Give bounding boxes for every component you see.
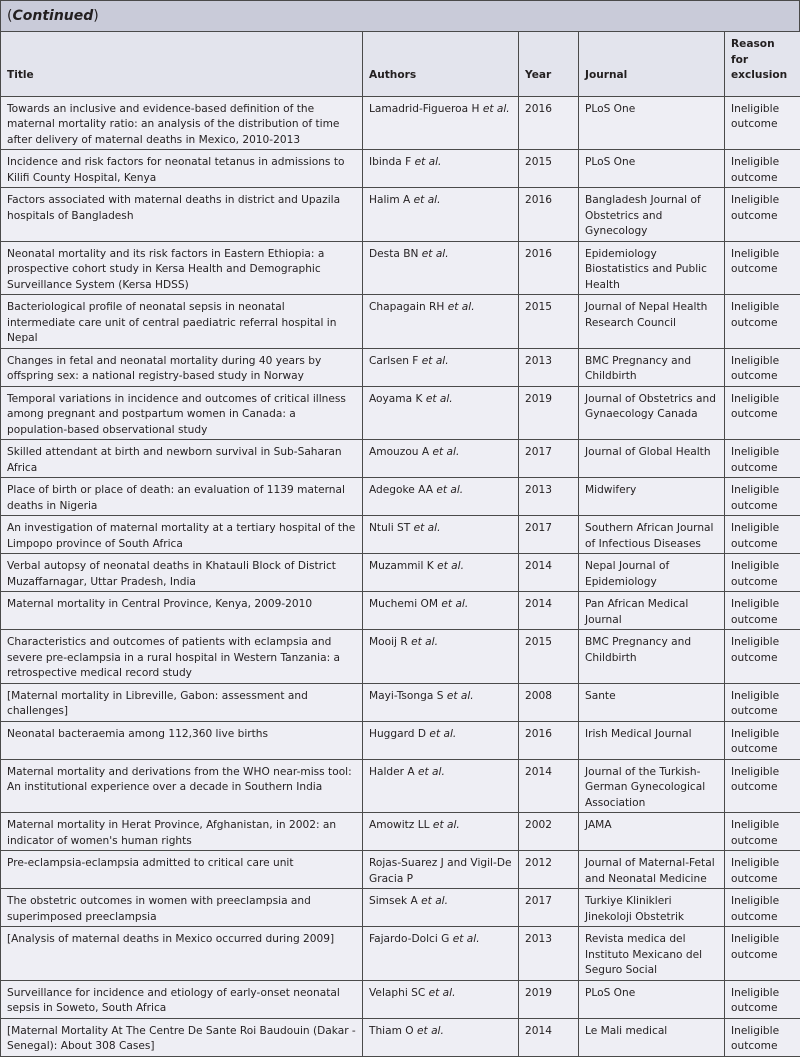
cell-authors [363, 889, 519, 927]
cell-year [519, 241, 579, 295]
cell-title [1, 516, 363, 554]
cell-text: Ineligible outcome [731, 728, 779, 756]
cell-title [1, 721, 363, 759]
et-al: et al. [426, 393, 453, 405]
cell-reason [725, 188, 800, 242]
cell-journal [579, 96, 725, 150]
cell-text: Adegoke AA [369, 484, 433, 496]
cell-text: Ineligible outcome [731, 895, 779, 923]
cell-text: 2008 [525, 690, 552, 702]
cell-text: Lamadrid-Figueroa H [369, 103, 479, 115]
table-row [1, 592, 800, 630]
cell-reason [725, 440, 800, 478]
cell-journal [579, 478, 725, 516]
cell-reason [725, 759, 800, 813]
cell-text: Velaphi SC [369, 987, 425, 999]
cell-reason [725, 813, 800, 851]
cell-text: Ineligible outcome [731, 446, 779, 474]
cell-text: Place of birth or place of death: an evaluation of 1139 maternal deaths in Nigeria [7, 484, 345, 512]
cell-reason [725, 851, 800, 889]
cell-text: Nepal Journal of Epidemiology [585, 560, 669, 588]
cell-text: Ineligible outcome [731, 1025, 779, 1053]
cell-text: Journal of Obstetrics and Gynaecology Canada [585, 393, 716, 421]
cell-text: 2014 [525, 766, 552, 778]
et-al: et al. [433, 819, 460, 831]
cell-journal [579, 348, 725, 386]
cell-text: PLoS One [585, 156, 635, 168]
et-al: et al. [433, 446, 460, 458]
cell-text: Ineligible outcome [731, 690, 779, 718]
table-row [1, 851, 800, 889]
cell-text: Journal of Maternal-Fetal and Neonatal Medicine [585, 857, 715, 885]
cell-text: Bangladesh Journal of Obstetrics and Gynecology [585, 194, 701, 237]
et-al: et al. [437, 560, 464, 572]
continued-label: Continued [12, 8, 93, 24]
table-row [1, 478, 800, 516]
cell-title [1, 1018, 363, 1056]
cell-authors [363, 188, 519, 242]
cell-authors [363, 516, 519, 554]
cell-text: Temporal variations in incidence and outcomes of critical illness among pregnant and postpartum women in Canada: a population-based observational study [7, 393, 346, 436]
cell-text: 2014 [525, 560, 552, 572]
cell-journal [579, 592, 725, 630]
cell-reason [725, 630, 800, 684]
cell-title [1, 889, 363, 927]
cell-year [519, 683, 579, 721]
cell-authors [363, 150, 519, 188]
table-row [1, 516, 800, 554]
cell-text: Characteristics and outcomes of patients with eclampsia and severe pre-eclampsia in a rural hospital in Western Tanzania: a retrospective medical record study [7, 636, 340, 679]
cell-authors [363, 592, 519, 630]
table-row [1, 554, 800, 592]
cell-text: Irish Medical Journal [585, 728, 692, 740]
cell-journal [579, 851, 725, 889]
et-al: et al. [414, 194, 441, 206]
cell-title [1, 241, 363, 295]
cell-text: Midwifery [585, 484, 636, 496]
cell-text: PLoS One [585, 103, 635, 115]
et-al: et al. [429, 987, 456, 999]
cell-text: Ineligible outcome [731, 484, 779, 512]
cell-authors [363, 927, 519, 981]
table-row [1, 150, 800, 188]
cell-text: Le Mali medical [585, 1025, 667, 1037]
cell-title [1, 759, 363, 813]
cell-text: Journal of Global Health [585, 446, 711, 458]
table-row [1, 295, 800, 349]
cell-text: Ineligible outcome [731, 301, 779, 329]
header-row [1, 32, 800, 97]
cell-text: 2015 [525, 636, 552, 648]
cell-text: Revista medica del Instituto Mexicano del Seguro Social [585, 933, 702, 976]
cell-year [519, 295, 579, 349]
table-row [1, 241, 800, 295]
table-row [1, 889, 800, 927]
cell-journal [579, 980, 725, 1018]
cell-title [1, 592, 363, 630]
cell-text: Turkiye Klinikleri Jinekoloji Obstetrik [585, 895, 684, 923]
table-row [1, 759, 800, 813]
cell-journal [579, 516, 725, 554]
cell-text: Ineligible outcome [731, 766, 779, 794]
table-row [1, 188, 800, 242]
banner-close-paren: ) [93, 8, 98, 24]
cell-text: Ineligible outcome [731, 194, 779, 222]
cell-year [519, 851, 579, 889]
cell-year [519, 592, 579, 630]
cell-text: Surveillance for incidence and etiology of early-onset neonatal sepsis in Soweto, South Africa [7, 987, 340, 1015]
continued-banner [0, 0, 800, 31]
cell-text: Simsek A [369, 895, 418, 907]
cell-text: Incidence and risk factors for neonatal tetanus in admissions to Kilifi County Hospital, Kenya [7, 156, 344, 184]
cell-text: Muchemi OM [369, 598, 438, 610]
cell-journal [579, 150, 725, 188]
table-row [1, 348, 800, 386]
cell-text: Epidemiology Biostatistics and Public Health [585, 248, 707, 291]
cell-text: Ineligible outcome [731, 819, 779, 847]
cell-text: Pan African Medical Journal [585, 598, 688, 626]
et-al: et al. [421, 895, 448, 907]
table-row [1, 440, 800, 478]
cell-text: Ineligible outcome [731, 857, 779, 885]
cell-journal [579, 813, 725, 851]
cell-authors [363, 1018, 519, 1056]
cell-text: Desta BN [369, 248, 418, 260]
cell-text: Maternal mortality in Central Province, Kenya, 2009-2010 [7, 598, 312, 610]
cell-text: Ntuli ST [369, 522, 410, 534]
cell-text: Thiam O [369, 1025, 414, 1037]
cell-title [1, 980, 363, 1018]
cell-journal [579, 759, 725, 813]
cell-text: Aoyama K [369, 393, 422, 405]
cell-text: Ineligible outcome [731, 598, 779, 626]
cell-reason [725, 150, 800, 188]
cell-year [519, 554, 579, 592]
cell-title [1, 348, 363, 386]
et-al: et al. [447, 690, 474, 702]
et-al: et al. [453, 933, 480, 945]
cell-year [519, 813, 579, 851]
cell-text: Huggard D [369, 728, 426, 740]
table-row [1, 980, 800, 1018]
cell-year [519, 927, 579, 981]
cell-text: Chapagain RH [369, 301, 444, 313]
cell-year [519, 759, 579, 813]
cell-authors [363, 813, 519, 851]
cell-authors [363, 721, 519, 759]
banner-open-paren: ( [7, 8, 12, 24]
cell-authors [363, 630, 519, 684]
table-row [1, 813, 800, 851]
cell-reason [725, 554, 800, 592]
cell-journal [579, 683, 725, 721]
cell-text: PLoS One [585, 987, 635, 999]
cell-journal [579, 241, 725, 295]
cell-text: An investigation of maternal mortality at a tertiary hospital of the Limpopo province of South Africa [7, 522, 355, 550]
col-header-year: Year [519, 32, 579, 97]
table-row [1, 96, 800, 150]
cell-authors [363, 683, 519, 721]
cell-title [1, 630, 363, 684]
cell-text: Maternal mortality in Herat Province, Afghanistan, in 2002: an indicator of women's human rights [7, 819, 336, 847]
cell-text: 2019 [525, 987, 552, 999]
cell-journal [579, 721, 725, 759]
cell-text: 2016 [525, 728, 552, 740]
cell-authors [363, 96, 519, 150]
cell-text: Skilled attendant at birth and newborn survival in Sub-Saharan Africa [7, 446, 342, 474]
cell-text: Carlsen F [369, 355, 418, 367]
cell-journal [579, 386, 725, 440]
cell-text: Amowitz LL [369, 819, 430, 831]
cell-reason [725, 386, 800, 440]
cell-title [1, 813, 363, 851]
cell-text: 2014 [525, 598, 552, 610]
cell-text: 2016 [525, 248, 552, 260]
cell-reason [725, 980, 800, 1018]
cell-text: Mooij R [369, 636, 408, 648]
cell-authors [363, 759, 519, 813]
cell-text: Ineligible outcome [731, 156, 779, 184]
cell-reason [725, 1018, 800, 1056]
cell-text: 2017 [525, 895, 552, 907]
cell-year [519, 721, 579, 759]
cell-authors [363, 348, 519, 386]
cell-journal [579, 889, 725, 927]
cell-text: Ineligible outcome [731, 636, 779, 664]
cell-text: Halim A [369, 194, 410, 206]
cell-reason [725, 516, 800, 554]
cell-year [519, 1018, 579, 1056]
cell-text: 2017 [525, 522, 552, 534]
cell-title [1, 295, 363, 349]
cell-authors [363, 851, 519, 889]
cell-text: 2014 [525, 1025, 552, 1037]
cell-authors [363, 980, 519, 1018]
cell-text: Ineligible outcome [731, 560, 779, 588]
cell-reason [725, 478, 800, 516]
cell-text: Changes in fetal and neonatal mortality during 40 years by offspring sex: a national registry-based study in Norway [7, 355, 321, 383]
cell-text: 2013 [525, 355, 552, 367]
cell-year [519, 440, 579, 478]
cell-title [1, 927, 363, 981]
cell-text: BMC Pregnancy and Childbirth [585, 355, 691, 383]
cell-reason [725, 295, 800, 349]
cell-text: 2013 [525, 933, 552, 945]
et-al: et al. [414, 522, 441, 534]
cell-text: BMC Pregnancy and Childbirth [585, 636, 691, 664]
cell-text: Journal of the Turkish-German Gynecological Association [585, 766, 705, 809]
cell-authors [363, 554, 519, 592]
cell-text: 2019 [525, 393, 552, 405]
col-header-authors: Authors [363, 32, 519, 97]
cell-title [1, 478, 363, 516]
cell-year [519, 980, 579, 1018]
cell-text: Ineligible outcome [731, 933, 779, 961]
cell-title [1, 188, 363, 242]
et-al: et al. [415, 156, 442, 168]
cell-authors [363, 478, 519, 516]
cell-year [519, 630, 579, 684]
table-row [1, 721, 800, 759]
cell-text: 2016 [525, 103, 552, 115]
cell-title [1, 851, 363, 889]
cell-authors [363, 386, 519, 440]
table-row [1, 1018, 800, 1056]
cell-text: JAMA [585, 819, 612, 831]
cell-journal [579, 1018, 725, 1056]
cell-journal [579, 630, 725, 684]
cell-text: Ineligible outcome [731, 522, 779, 550]
col-header-reason: Reason for exclusion [725, 32, 800, 97]
cell-text: 2012 [525, 857, 552, 869]
cell-title [1, 150, 363, 188]
col-header-journal: Journal [579, 32, 725, 97]
cell-authors [363, 440, 519, 478]
cell-journal [579, 927, 725, 981]
cell-journal [579, 295, 725, 349]
cell-text: Factors associated with maternal deaths in district and Upazila hospitals of Bangladesh [7, 194, 340, 222]
cell-text: Ibinda F [369, 156, 411, 168]
cell-text: 2016 [525, 194, 552, 206]
table-row [1, 386, 800, 440]
cell-title [1, 440, 363, 478]
et-al: et al. [418, 766, 445, 778]
cell-year [519, 386, 579, 440]
cell-year [519, 889, 579, 927]
cell-text: Fajardo-Dolci G [369, 933, 449, 945]
cell-text: 2013 [525, 484, 552, 496]
et-al: et al. [441, 598, 468, 610]
cell-authors [363, 241, 519, 295]
cell-year [519, 348, 579, 386]
cell-text: Ineligible outcome [731, 248, 779, 276]
cell-text: 2017 [525, 446, 552, 458]
et-al: et al. [411, 636, 438, 648]
cell-text: [Maternal mortality in Libreville, Gabon: assessment and challenges] [7, 690, 308, 718]
cell-text: Bacteriological profile of neonatal sepsis in neonatal intermediate care unit of central paediatric referral hospital in Nepal [7, 301, 336, 344]
table-row [1, 630, 800, 684]
et-al: et al. [422, 248, 449, 260]
cell-text: Ineligible outcome [731, 355, 779, 383]
cell-year [519, 96, 579, 150]
et-al: et al. [483, 103, 510, 115]
cell-text: Maternal mortality and derivations from the WHO near-miss tool: An institutional experience over a decade in Southern India [7, 766, 352, 794]
cell-reason [725, 927, 800, 981]
cell-reason [725, 721, 800, 759]
cell-reason [725, 889, 800, 927]
cell-year [519, 478, 579, 516]
et-al: et al. [448, 301, 475, 313]
cell-journal [579, 188, 725, 242]
cell-text: Neonatal mortality and its risk factors in Eastern Ethiopia: a prospective cohort study in Kersa Health and Demographic Surveillance System (Kersa HDSS) [7, 248, 324, 291]
cell-text: [Maternal Mortality At The Centre De Sante Roi Baudouin (Dakar - Senegal): About 308 Cases] [7, 1025, 356, 1053]
cell-journal [579, 440, 725, 478]
cell-reason [725, 592, 800, 630]
cell-text: Mayi-Tsonga S [369, 690, 443, 702]
cell-text: Journal of Nepal Health Research Council [585, 301, 707, 329]
cell-reason [725, 683, 800, 721]
cell-text: Towards an inclusive and evidence-based definition of the maternal mortality ratio: an analysis of the distribution of time after delivery of maternal deaths in Mexico, 2010-2013 [7, 103, 339, 146]
table-row [1, 927, 800, 981]
table-body [1, 96, 800, 1056]
cell-reason [725, 348, 800, 386]
cell-journal [579, 554, 725, 592]
exclusion-table [0, 31, 800, 1057]
cell-year [519, 150, 579, 188]
et-al: et al. [436, 484, 463, 496]
cell-text: 2015 [525, 156, 552, 168]
cell-text: Halder A [369, 766, 415, 778]
cell-authors [363, 295, 519, 349]
cell-text: Neonatal bacteraemia among 112,360 live births [7, 728, 268, 740]
cell-text: Verbal autopsy of neonatal deaths in Khatauli Block of District Muzaffarnagar, Uttar Pradesh, India [7, 560, 336, 588]
cell-text: Rojas-Suarez J and Vigil-De Gracia P [369, 857, 512, 885]
et-al: et al. [429, 728, 456, 740]
cell-title [1, 683, 363, 721]
et-al: et al. [417, 1025, 444, 1037]
cell-text: Pre-eclampsia-eclampsia admitted to critical care unit [7, 857, 294, 869]
cell-title [1, 554, 363, 592]
cell-year [519, 516, 579, 554]
cell-year [519, 188, 579, 242]
cell-text: Muzammil K [369, 560, 434, 572]
cell-text: Ineligible outcome [731, 103, 779, 131]
et-al: et al. [422, 355, 449, 367]
cell-text: Southern African Journal of Infectious Diseases [585, 522, 714, 550]
cell-text: Ineligible outcome [731, 987, 779, 1015]
cell-text: The obstetric outcomes in women with preeclampsia and superimposed preeclampsia [7, 895, 311, 923]
cell-title [1, 96, 363, 150]
cell-reason [725, 96, 800, 150]
cell-text: [Analysis of maternal deaths in Mexico occurred during 2009] [7, 933, 334, 945]
cell-text: Sante [585, 690, 616, 702]
cell-text: 2002 [525, 819, 552, 831]
cell-reason [725, 241, 800, 295]
cell-text: 2015 [525, 301, 552, 313]
cell-title [1, 386, 363, 440]
col-header-title: Title [1, 32, 363, 97]
table-row [1, 683, 800, 721]
cell-text: Ineligible outcome [731, 393, 779, 421]
cell-text: Amouzou A [369, 446, 429, 458]
